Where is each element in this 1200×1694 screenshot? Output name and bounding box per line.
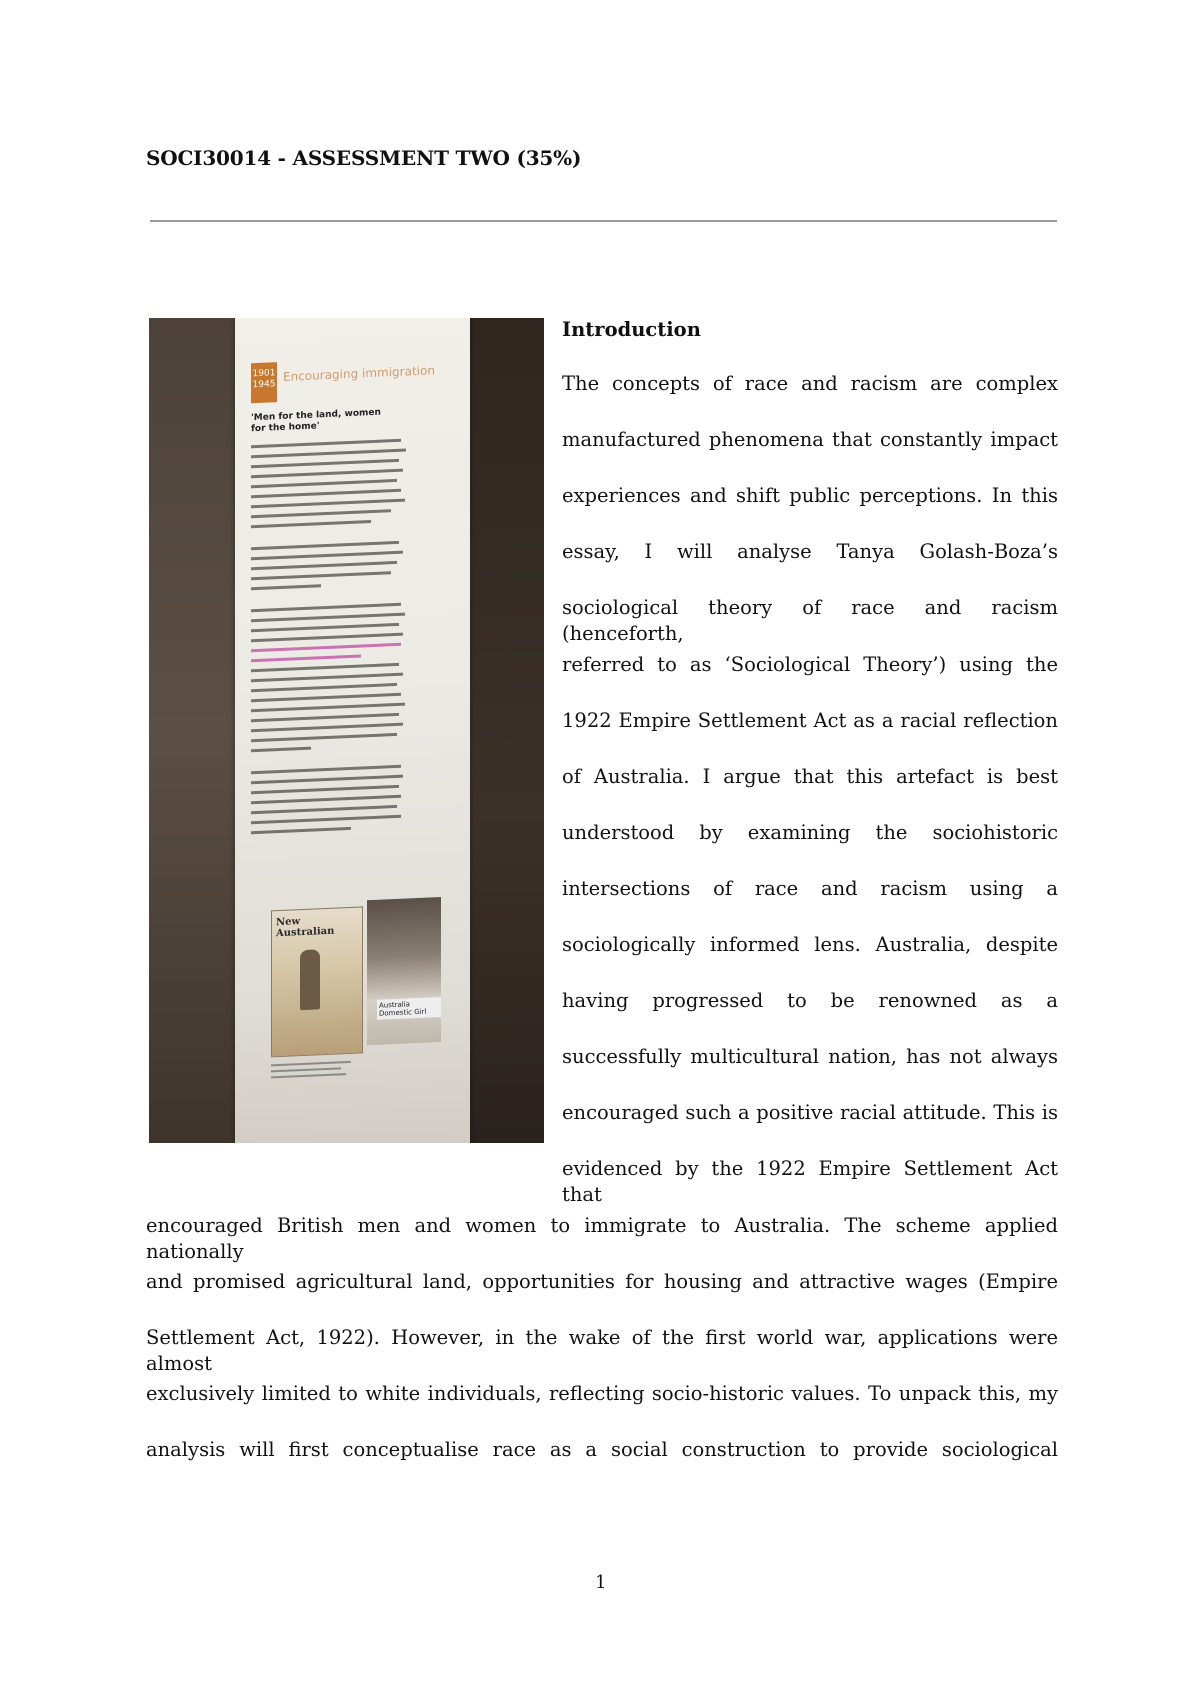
panel-body-text — [251, 438, 411, 841]
photo-wall-right — [464, 318, 544, 1143]
paragraph-line: experiences and shift public perceptions. In this — [562, 484, 1058, 508]
paragraph-line: The concepts of race and racism are complex — [562, 372, 1058, 395]
page-number: 1 — [595, 1572, 607, 1593]
photo-wall-left — [149, 318, 237, 1143]
poster2-label: Australia Domestic Girl — [377, 997, 441, 1020]
document-title: SOCI30014 - ASSESSMENT TWO (35%) — [146, 146, 582, 170]
paragraph-line: understood by examining the sociohistoric — [562, 820, 1058, 844]
section-heading: Introduction — [562, 318, 701, 341]
panel-caption — [271, 1057, 441, 1082]
paragraph-line: of Australia. I argue that this artefact is best — [562, 764, 1058, 788]
artefact-photo — [149, 318, 544, 1143]
panel-title: Encouraging immigration — [283, 363, 435, 384]
paragraph-line: referred to as ‘Sociological Theory’) using the — [562, 652, 1058, 676]
paragraph-line: encouraged such a positive racial attitude. This is — [562, 1101, 1058, 1125]
panel-years-badge: 1901 1945 — [251, 362, 277, 403]
paragraph-line: 1922 Empire Settlement Act as a racial reflection — [562, 708, 1058, 732]
paragraph-line: having progressed to be renowned as a — [562, 989, 1058, 1013]
paragraph-line: manufactured phenomena that constantly impact — [562, 428, 1058, 452]
title-divider — [150, 220, 1057, 222]
domestic-girl-photo — [367, 897, 441, 1045]
museum-panel — [235, 318, 470, 1143]
panel-subtitle: 'Men for the land, women for the home' — [251, 407, 381, 435]
paragraph-line: essay, I will analyse Tanya Golash-Boza’s — [562, 540, 1058, 564]
paragraph-line: intersections of race and racism using a — [562, 876, 1058, 900]
paragraph-line: and promised agricultural land, opportunities for housing and attractive wages (Empire — [146, 1269, 1058, 1293]
paragraph-line: sociological theory of race and racism (henceforth, — [562, 596, 1058, 646]
paragraph-line: analysis will first conceptualise race as a social construction to provide sociological — [146, 1437, 1058, 1461]
poster-title: New Australian — [276, 916, 335, 940]
paragraph-line: Settlement Act, 1922). However, in the wake of the first world war, applications were almost — [146, 1325, 1058, 1375]
paragraph-line: evidenced by the 1922 Empire Settlement Act that — [562, 1157, 1058, 1207]
paragraph-line: successfully multicultural nation, has not always — [562, 1045, 1058, 1069]
poster-figure — [300, 949, 320, 1010]
paragraph-line: exclusively limited to white individuals, reflecting socio-historic values. To unpack this, my — [146, 1381, 1058, 1405]
paragraph-line: encouraged British men and women to immigrate to Australia. The scheme applied nationally — [146, 1213, 1058, 1263]
new-australian-poster — [271, 906, 363, 1057]
paragraph-line: sociologically informed lens. Australia, despite — [562, 933, 1058, 956]
